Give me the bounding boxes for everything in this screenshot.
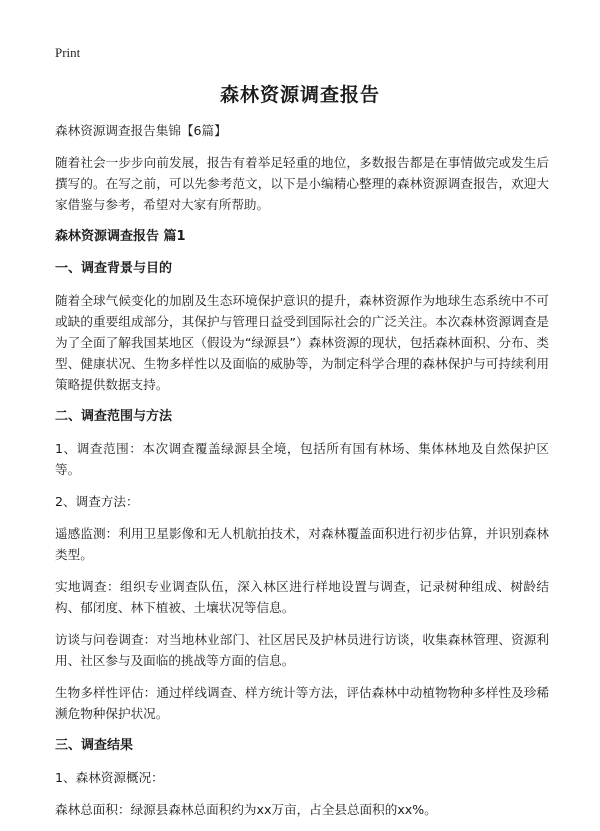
methods-label: 2、调查方法： <box>55 494 139 509</box>
article-heading: 森林资源调查报告 篇1 <box>55 229 186 244</box>
intro-paragraph: 随着社会一步步向前发展，报告有着举足轻重的地位，多数报告都是在事情做完或发生后撰写的。在写之前，可以先参考范文，以下是小编精心整理的森林资源调查报告，欢迎大家借鉴与参考，希望对大家有所帮助。 <box>55 155 549 212</box>
overview-label: 1、森林资源概况： <box>55 770 164 785</box>
field-survey-paragraph: 实地调查：组织专业调查队伍，深入林区进行样地设置与调查，记录树种组成、树龄结构、郁闭度、林下植被、土壤状况等信息。 <box>55 579 549 615</box>
background-paragraph: 随着全球气候变化的加剧及生态环境保护意识的提升，森林资源作为地球生态系统中不可或缺的重要组成部分，其保护与管理日益受到国际社会的广泛关注。本次森林资源调查是为了全面了解我国某地区（假设为“绿源县”）森林资源的现状，包括森林面积、分布、类型、健康状况、生物多样性以及面临的威胁等，为制定科学合理的森林保护与可持续利用策略提供数据支持。 <box>55 293 549 392</box>
remote-sensing-paragraph: 遥感监测：利用卫星影像和无人机航拍技术，对森林覆盖面积进行初步估算，并识别森林类型。 <box>55 526 549 562</box>
section-heading-background: 一、调查背景与目的 <box>55 261 173 276</box>
scope-paragraph: 1、调查范围：本次调查覆盖绿源县全境，包括所有国有林场、集体林地及自然保护区等。 <box>55 441 549 477</box>
document-body <box>55 120 549 831</box>
biodiversity-paragraph: 生物多样性评估：通过样线调查、样方统计等方法，评估森林中动植物物种多样性及珍稀濒危物种保护状况。 <box>55 685 549 721</box>
forest-area-paragraph: 森林总面积：绿源县森林总面积约为xx万亩，占全县总面积的xx%。 <box>55 802 437 817</box>
document-subtitle: 森林资源调查报告集锦【6篇】 <box>55 123 227 138</box>
page-title: 森林资源调查报告 <box>219 84 380 106</box>
section-heading-results: 三、调查结果 <box>55 738 134 753</box>
section-heading-scope-methods: 二、调查范围与方法 <box>55 409 173 424</box>
print-link[interactable]: Print <box>55 45 81 60</box>
interview-paragraph: 访谈与问卷调查：对当地林业部门、社区居民及护林员进行访谈，收集森林管理、资源利用、社区参与及面临的挑战等方面的信息。 <box>55 632 549 668</box>
